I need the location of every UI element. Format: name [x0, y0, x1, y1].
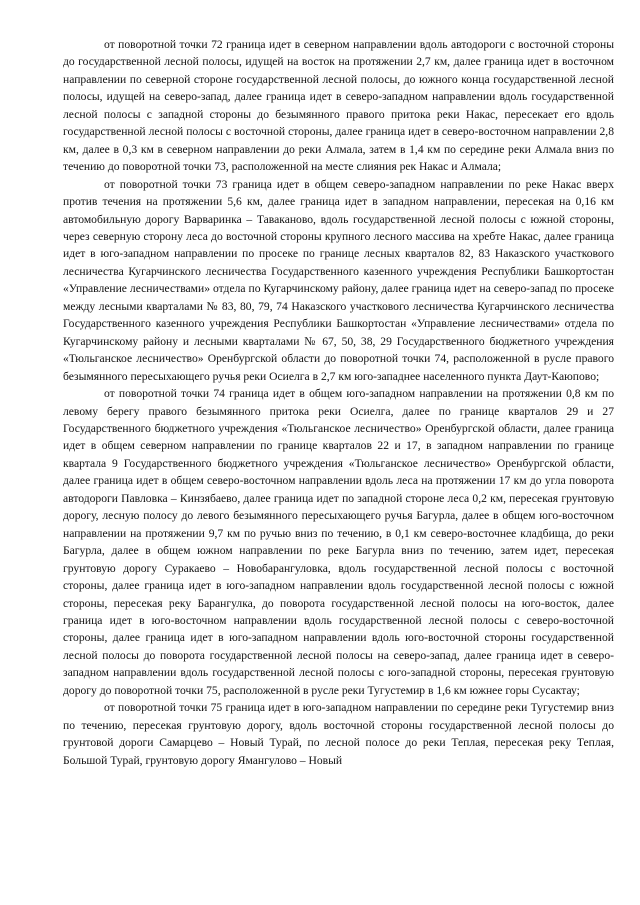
paragraph-point-74: от поворотной точки 74 граница идет в общем юго-западном направлении на протяжении 0,8 км по левому берегу правого безымянного притока реки Осиелга, далее по границе кварталов 29 и 27 Государственного бюджетного учреждения «Тюльганское лесничество» Оренбургской области, далее граница идет в общем северном направлении по границе кварталов 22 и 17, в западном направлении по границе квартала 9 Государственного бюджетного учреждения «Тюльганское лесничество» Оренбургской области, далее граница идет в общем северо-восточном направлении вдоль леса на протяжении 17 км до угла поворота автодороги Павловка – Кинзябаево, далее граница идет по западной стороне леса 0,2 км, пересекая грунтовую дорогу, лесную полосу до левого безымянного пересыхающего ручья Багурла, далее в общем юго-восточном направлении на протяжении 9,7 км по ручью вниз по течению, в 0,1 км северо-восточнее кладбища, до реки Багурла, далее в общем южном направлении по реке Багурла вниз по течению, затем идет, пересекая грунтовую дорогу Суракаево – Новобарангуловка, вдоль государственной лесной полосы с восточной стороны, далее граница идет в юго-западном направлении вдоль государственной лесной полосы с южной стороны, пересекая реку Барангулка, до поворота государственной лесной полосы на юго-восток, далее граница идет в юго-восточном направлении вдоль государственной лесной полосы с северо-восточной стороны, далее граница идет в юго-западном направлении вдоль юго-восточной стороны государственной лесной полосы до поворота государственной лесной полосы на северо-запад, далее граница идет в северо-западном направлении вдоль государственной лесной полосы с юго-западной стороны, пересекая грунтовую дорогу до поворотной точки 75, расположенной в русле реки Тугустемир в 1,6 км южнее горы Сусактау; [63, 387, 614, 697]
paragraph-point-75: от поворотной точки 75 граница идет в юго-западном направлении по середине реки Тугустемир вниз по течению, пересекая грунтовую дорогу, вдоль восточной стороны государственной лесной полосы до грунтовой дороги Самарцево – Новый Турай, по лесной полосе до реки Теплая, пересекая реку Теплая, Большой Турай, грунтовую дорогу Ямангулово – Новый [63, 701, 614, 767]
paragraph-point-72: от поворотной точки 72 граница идет в северном направлении вдоль автодороги с восточной стороны до государственной лесной полосы, идущей на восток на протяжении 2,7 км, далее граница идет в восточном направлении по северной стороне государственной лесной полосы, до южного конца государственной лесной полосы, идущей на северо-запад, далее граница идет в северо-западном направлении вдоль государственной лесной полосы с западной стороны до безымянного правого притока реки Накас, пересекает его вдоль государственной лесной полосы с восточной стороны, далее граница идет в северо-восточном направлении 2,8 км, далее в 0,3 км в северном направлении до реки Алмала, затем в 1,4 км по середине реки Алмала вниз по течению до поворотной точки 73, расположенной на месте слияния рек Накас и Алмала; [63, 38, 614, 174]
paragraph-point-73: от поворотной точки 73 граница идет в общем северо-западном направлении по реке Накас вверх против течения на протяжении 5,6 км, далее граница идет в западном направлении, пересекая на 0,16 км автомобильную дорогу Варваринка – Таваканово, вдоль государственной лесной полосы с южной стороны, через северную сторону леса до восточной стороны крупного лесного массива на хребте Накас, далее граница идет в юго-западном направлении по просеке по границе лесных кварталов 82, 83 Наказского участкового лесничества Кугарчинского лесничества Государственного казенного учреждения Республики Башкортостан «Управление лесничествами» отдела по Кугарчинскому району, далее граница идет на северо-запад по просеке между лесными кварталами № 83, 80, 79, 74 Наказского участкового лесничества Кугарчинского лесничества Государственного казенного учреждения Республики Башкортостан «Управление лесничествами» отдела по Кугарчинскому району и лесными кварталами № 67, 50, 38, 29 Государственного бюджетного учреждения «Тюльганское лесничество» Оренбургской области до поворотной точки 74, расположенной в русле правого безымянного пересыхающего ручья реки Осиелга в 2,7 км юго-западнее населенного пункта Даут-Каюпово; [63, 177, 614, 383]
document-page [63, 36, 614, 769]
